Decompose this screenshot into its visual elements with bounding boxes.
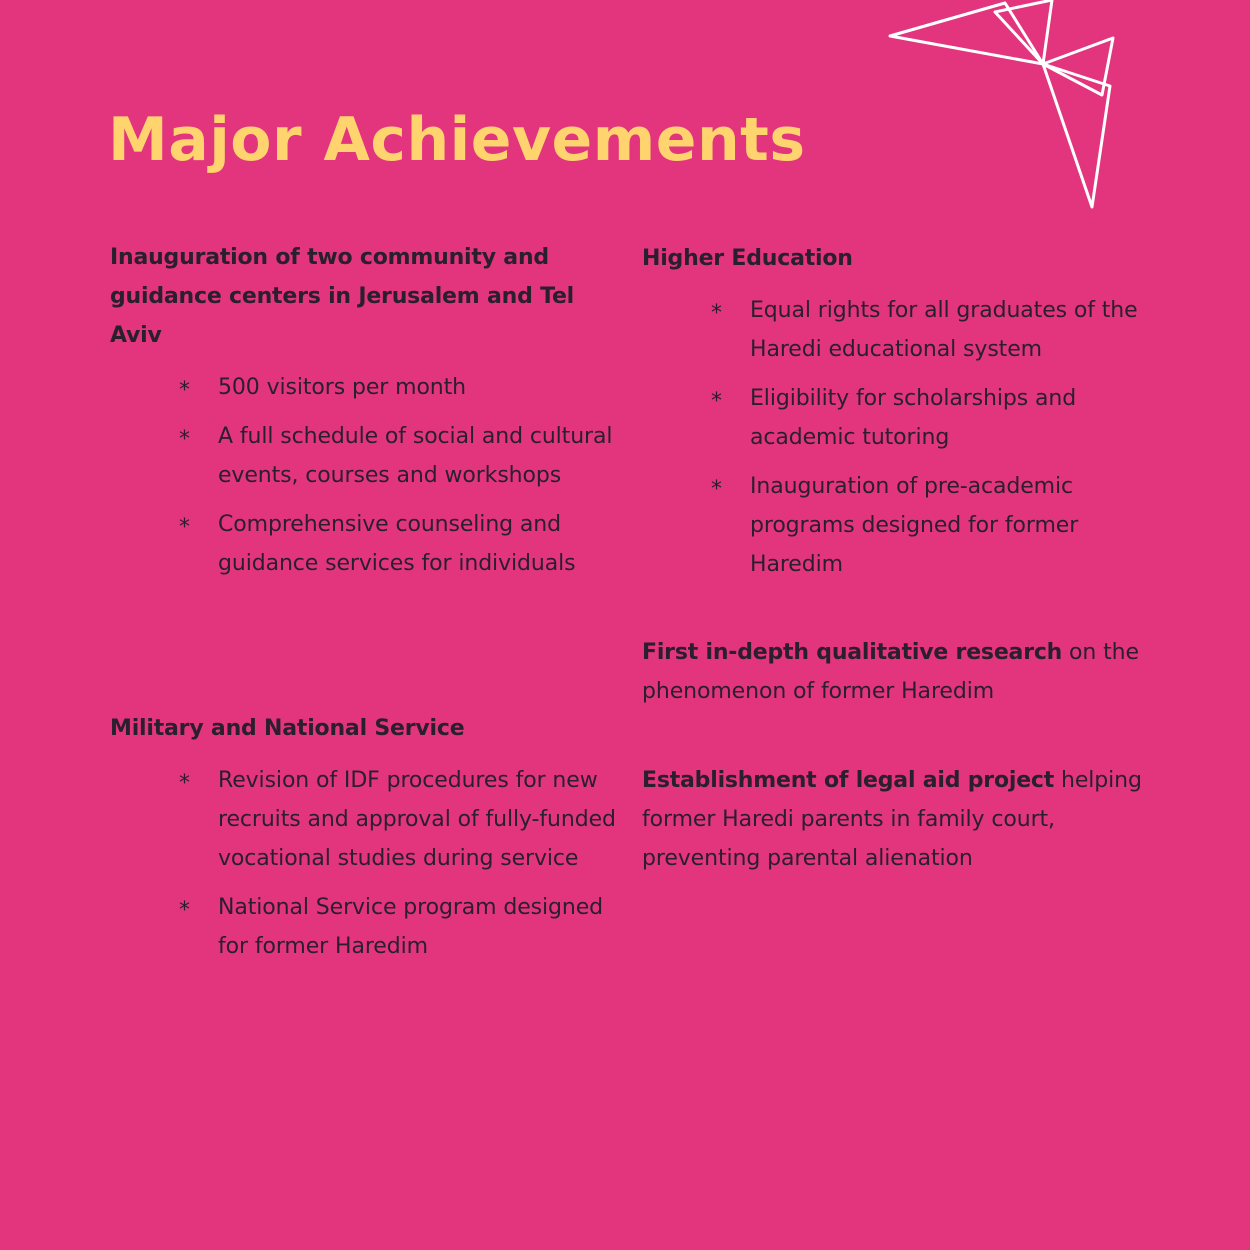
list-item: * A full schedule of social and cultural events, courses and workshops	[218, 417, 620, 495]
list-item: * 500 visitors per month	[218, 368, 620, 407]
asterisk-icon: *	[711, 389, 722, 414]
higher-education-heading: Higher Education	[642, 246, 853, 271]
research-text: on the phenomenon of former Haredim	[642, 640, 1139, 704]
legal-aid-paragraph	[642, 761, 1142, 878]
list-item: * National Service program designed for former Haredim	[218, 888, 620, 966]
research-highlight: First in-depth qualitative research	[642, 640, 1063, 665]
list-item: * Equal rights for all graduates of the Haredi educational system	[750, 291, 1162, 369]
legal-aid-text: helping former Haredi parents in family court, preventing parental alienation	[642, 768, 1142, 871]
page-title: Major Achievements	[108, 105, 806, 175]
higher-education-bullet-list	[711, 291, 1162, 594]
list-item: * Inauguration of pre-academic programs designed for former Haredim	[750, 467, 1162, 584]
centers-bullet-list	[179, 368, 620, 593]
asterisk-icon: *	[711, 301, 722, 326]
list-item: * Eligibility for scholarships and academic tutoring	[750, 379, 1162, 457]
list-item: * Revision of IDF procedures for new recruits and approval of fully-funded vocational studies during service	[218, 761, 620, 878]
list-item: * Comprehensive counseling and guidance services for individuals	[218, 505, 620, 583]
asterisk-icon: *	[179, 898, 190, 923]
centers-heading: Inauguration of two community and guidance centers in Jerusalem and Tel Aviv	[110, 245, 575, 348]
research-paragraph	[642, 633, 1142, 711]
military-heading: Military and National Service	[110, 716, 465, 741]
military-bullet-list	[179, 761, 620, 976]
asterisk-icon: *	[179, 427, 190, 452]
asterisk-icon: *	[711, 477, 722, 502]
asterisk-icon: *	[179, 771, 190, 796]
paper-bird-icon	[880, 0, 1120, 215]
asterisk-icon: *	[179, 515, 190, 540]
asterisk-icon: *	[179, 378, 190, 403]
legal-aid-highlight: Establishment of legal aid project	[642, 768, 1055, 793]
